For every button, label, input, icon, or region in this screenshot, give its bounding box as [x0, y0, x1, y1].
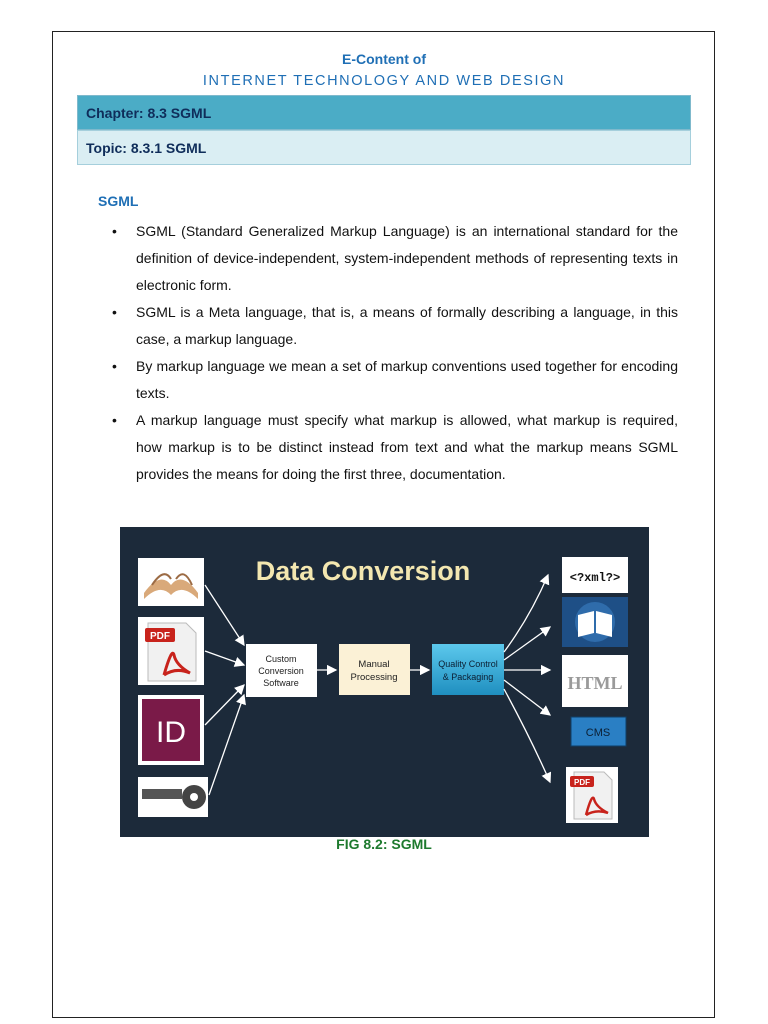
bullet-icon: •: [112, 412, 117, 428]
topic-label: Topic: 8.3.1 SGML: [86, 140, 207, 156]
ebook-icon: [562, 597, 628, 647]
book-icon: [138, 558, 204, 606]
bullet-text: SGML (Standard Generalized Markup Language) is an international standard for the definition of device-independent, system-independent methods of representing texts in electronic form.: [136, 223, 678, 293]
bullet-icon: •: [112, 358, 117, 374]
section-heading: SGML: [98, 193, 139, 209]
data-conversion-diagram: [120, 527, 649, 837]
html-label: HTML: [567, 673, 623, 693]
pdf-output-icon: [566, 767, 618, 823]
quality-line-2: & Packaging: [442, 672, 494, 682]
html-icon: [562, 655, 628, 707]
list-item: [112, 218, 678, 299]
list-item: [112, 407, 678, 488]
xml-label: <?xml?>: [569, 571, 621, 585]
chapter-bar: [77, 95, 691, 130]
pdf-file-icon: [138, 617, 204, 685]
manual-processing-box: [339, 644, 410, 695]
manual-line-1: Manual: [358, 659, 390, 670]
document-header-subject: INTERNET TECHNOLOGY AND WEB DESIGN: [202, 73, 566, 89]
indesign-label: ID: [156, 716, 186, 749]
bullet-text: A markup language must specify what markup is allowed, what markup is required, how markup is to be distinct instead from text and what the markup means SGML provides the means for doing the first three, documentation.: [136, 412, 678, 482]
pdf-label: PDF: [150, 631, 170, 642]
bullet-text: By markup language we mean a set of markup conventions used together for encoding texts.: [136, 358, 678, 401]
topic-bar: [77, 130, 691, 165]
bullet-list: [112, 218, 678, 488]
list-item: [112, 353, 678, 407]
bullet-icon: •: [112, 223, 117, 239]
custom-line-2: Conversion: [258, 666, 304, 676]
bullet-text: SGML is a Meta language, that is, a means of formally describing a language, in this case, a markup language.: [136, 304, 678, 347]
film-reel-icon: [138, 777, 208, 817]
page-border: [52, 31, 715, 1018]
quality-control-box: [432, 644, 504, 695]
custom-line-1: Custom: [265, 654, 297, 664]
quality-line-1: Quality Control: [438, 659, 498, 669]
custom-conversion-box: [246, 644, 317, 697]
pdf-output-label: PDF: [574, 778, 590, 787]
custom-line-3: Software: [263, 678, 299, 688]
data-conversion-figure: [120, 527, 649, 837]
indesign-icon: [138, 695, 204, 765]
manual-line-2: Processing: [350, 672, 398, 683]
cms-icon: [571, 717, 626, 746]
list-item: [112, 299, 678, 353]
document-header-title: E-Content of: [342, 51, 426, 67]
xml-icon: [562, 557, 628, 593]
figure-caption: FIG 8.2: SGML: [336, 836, 432, 852]
chapter-label: Chapter: 8.3 SGML: [86, 105, 212, 121]
figure-title: Data Conversion: [255, 556, 471, 586]
bullet-icon: •: [112, 304, 117, 320]
cms-label: CMS: [585, 727, 611, 739]
